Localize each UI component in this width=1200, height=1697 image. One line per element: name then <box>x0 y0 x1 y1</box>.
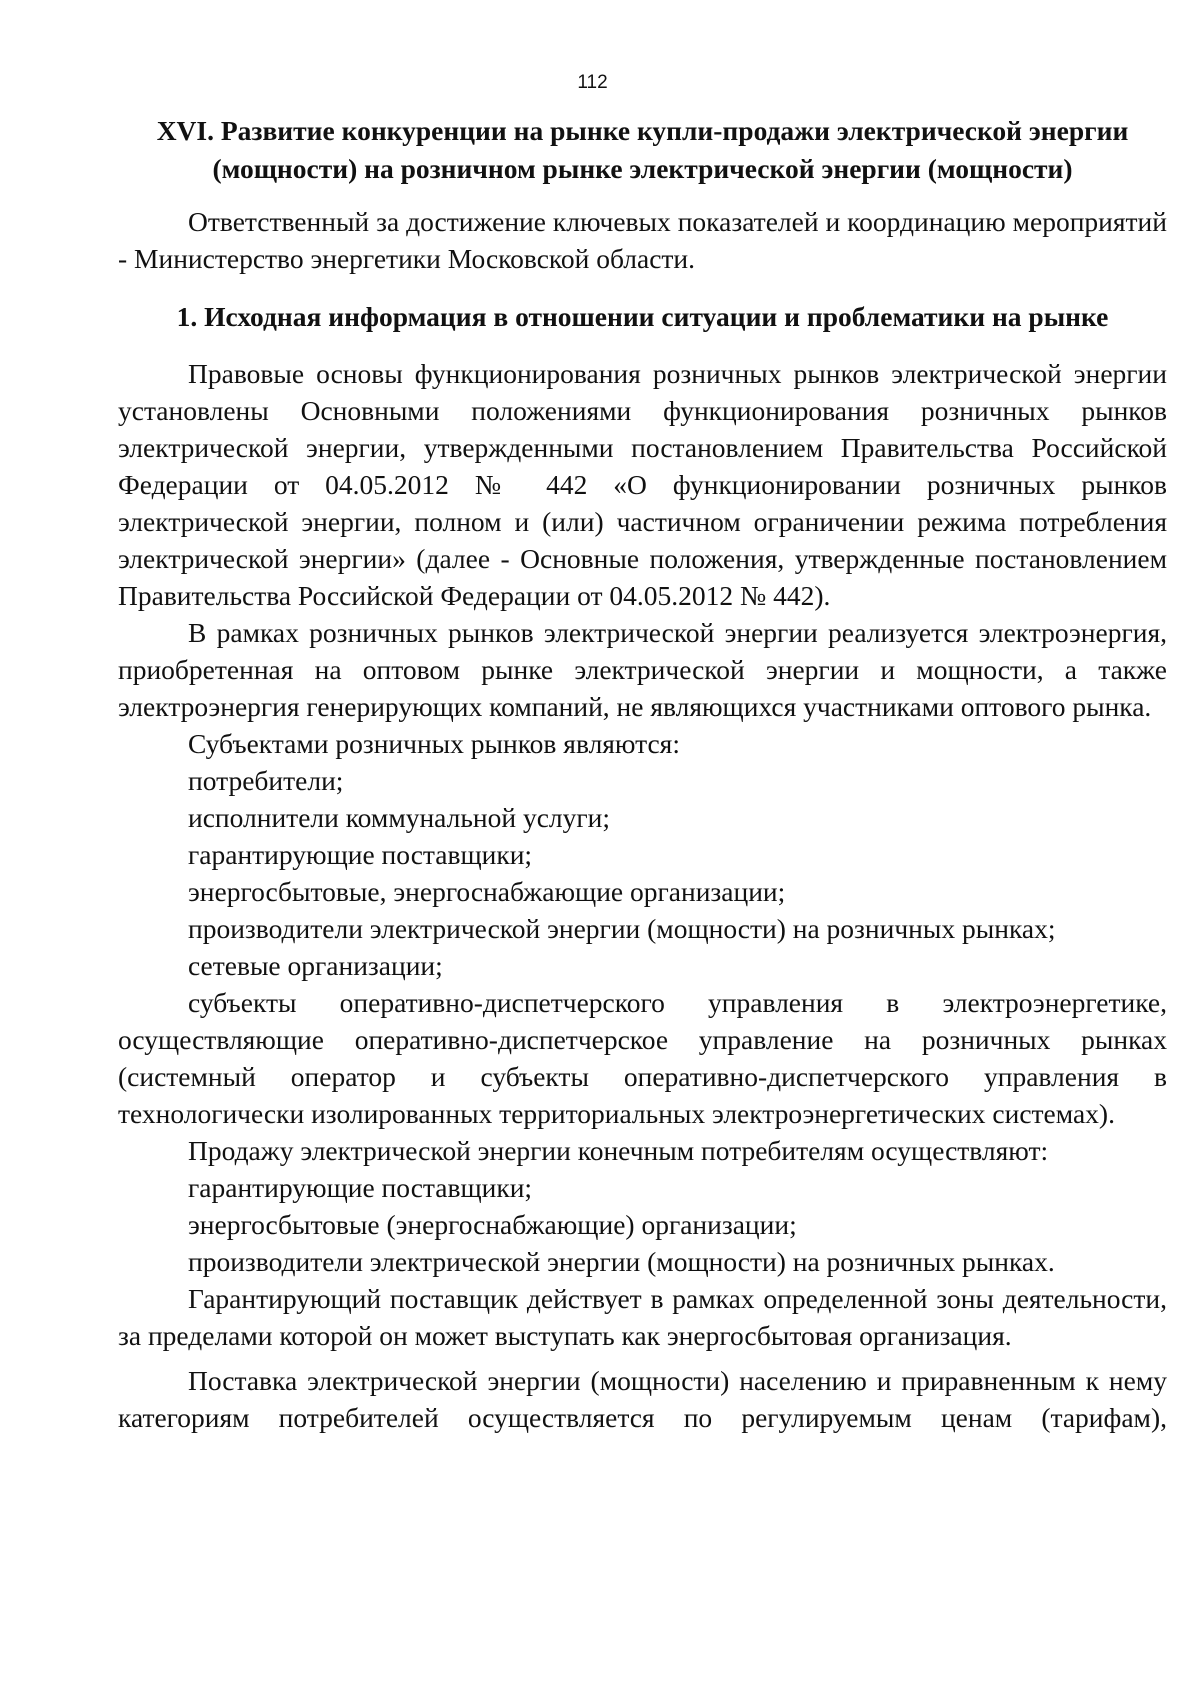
list-item: производители электрической энергии (мощности) на розничных рынках. <box>188 1246 1055 1277</box>
section-heading: 1. Исходная информация в отношении ситуации и проблематики на рынке <box>176 301 1109 332</box>
chapter-title <box>118 112 1167 188</box>
list-item: энергосбытовые (энергоснабжающие) организации; <box>188 1209 797 1240</box>
legal-basis-paragraph: Правовые основы функционирования розничных рынков электрической энергии установлены Основными положениями функционирования розничных рынков электрической энергии, утвержденными постановлением Правительства Российской Федерации от 04.05.2012 № 442 «О функционировании розничных рынков электрической энергии, полном и (или) частичном ограничении режима потребления электрической энергии» (далее - Основные положения, утвержденные постановлением Правительства Российской Федерации от 04.05.2012 № 442). <box>118 358 1167 611</box>
page-number: 112 <box>577 72 608 93</box>
list-item-dispatch: субъекты оперативно-диспетчерского управления в электроэнергетике, осуществляющие оперативно-диспетчерское управление на розничных рынках (системный оператор и субъекты оперативно-диспетчерского управления в технологически изолированных территориальных электроэнергетических системах). <box>118 987 1167 1129</box>
list-item: производители электрической энергии (мощности) на розничных рынках; <box>188 913 1056 944</box>
supply-paragraph: Поставка электрической энергии (мощности) населению и приравненным к нему категориям потребителей осуществляется по регулируемым ценам (тарифам), <box>118 1365 1167 1433</box>
guarantor-paragraph: Гарантирующий поставщик действует в рамках определенной зоны деятельности, за пределами которой он может выступать как энергосбытовая организация. <box>118 1283 1167 1351</box>
responsible-paragraph: Ответственный за достижение ключевых показателей и координацию мероприятий - Министерство энергетики Московской области. <box>118 206 1167 274</box>
sellers-intro: Продажу электрической энергии конечным потребителям осуществляют: <box>188 1135 1049 1166</box>
list-item: сетевые организации; <box>188 950 443 981</box>
subjects-intro: Субъектами розничных рынков являются: <box>188 728 680 759</box>
list-item: исполнители коммунальной услуги; <box>188 802 611 833</box>
retail-market-paragraph: В рамках розничных рынков электрической энергии реализуется электроэнергия, приобретенная на оптовом рынке электрической энергии и мощности, а также электроэнергия генерирующих компаний, не являющихся участниками оптового рынка. <box>118 617 1167 722</box>
list-item: потребители; <box>188 765 344 796</box>
list-item: энергосбытовые, энергоснабжающие организации; <box>188 876 786 907</box>
chapter-title-line-2: (мощности) на розничном рынке электрической энергии (мощности) <box>212 153 1073 184</box>
list-item: гарантирующие поставщики; <box>188 839 533 870</box>
document-body <box>118 112 1167 1436</box>
list-item: гарантирующие поставщики; <box>188 1172 533 1203</box>
chapter-title-line-1: XVI. Развитие конкуренции на рынке купли-продажи электрической энергии <box>156 115 1129 146</box>
